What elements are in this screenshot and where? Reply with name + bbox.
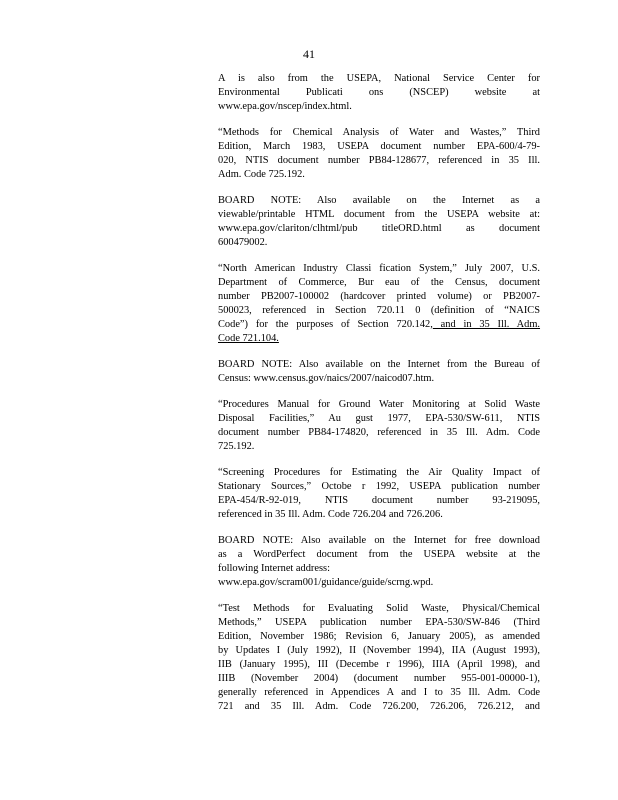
text-line: www.epa.gov/clariton/clhtml/pub titleORD.html as document <box>218 223 540 234</box>
paragraph-board-note-clariton <box>218 194 540 250</box>
text-line: A is also from the USEPA, National Service Center for <box>218 73 540 84</box>
text-line: Department of Commerce, Bur eau of the Census, document <box>218 277 540 288</box>
paragraph-naics <box>218 262 540 346</box>
text-line: 725.192. <box>218 441 255 452</box>
paragraph-screening <box>218 466 540 522</box>
text-line: “Test Methods for Evaluating Solid Waste, Physical/Chemical <box>218 603 540 614</box>
paragraph-nscep <box>218 72 540 114</box>
text-line: Environmental Publicati ons (NSCEP) website at <box>218 87 540 98</box>
text-line: Edition, March 1983, USEPA document number EPA-600/4-79- <box>218 141 540 152</box>
text-line: referenced in 35 Ill. Adm. Code 726.204 and 726.206. <box>218 509 443 520</box>
text-line: 600479002. <box>218 237 268 248</box>
text-line: number PB2007-100002 (hardcover printed volume) or PB2007- <box>218 291 540 302</box>
text-line: Adm. Code 725.192. <box>218 169 305 180</box>
paragraph-board-note-census <box>218 358 540 386</box>
text-line: generally referenced in Appendices A and I to 35 Ill. Adm. Code <box>218 687 540 698</box>
page-number: 41 <box>303 47 315 61</box>
text-line: “Screening Procedures for Estimating the Air Quality Impact of <box>218 467 540 478</box>
text-line: BOARD NOTE: Also available on the Internet for free download <box>218 535 540 546</box>
text-line: 500023, referenced in Section 720.11 0 (definition of “NAICS <box>218 305 540 316</box>
paragraph-methods-water <box>218 126 540 182</box>
underlined-amendment: and in 35 Ill. Adm. <box>432 319 541 330</box>
text-line: 721 and 35 Ill. Adm. Code 726.200, 726.206, 726.212, and <box>218 701 540 712</box>
text-line: document number PB84-174820, referenced in 35 Ill. Adm. Code <box>218 427 540 438</box>
text-line: viewable/printable HTML document from the USEPA website at: <box>218 209 540 220</box>
text-line: www.epa.gov/scram001/guidance/guide/scrng.wpd. <box>218 577 434 588</box>
text-line: EPA-454/R-92-019, NTIS document number 93-219095, <box>218 495 540 506</box>
text-line: IIB (January 1995), III (Decembe r 1996), IIIA (April 1998), and <box>218 659 540 670</box>
text-line: BOARD NOTE: Also available on the Internet from the Bureau of <box>218 359 540 370</box>
text-line: by Updates I (July 1992), II (November 1994), IIA (August 1993), <box>218 645 540 656</box>
text-line: “Procedures Manual for Ground Water Monitoring at Solid Waste <box>218 399 540 410</box>
text-line: Edition, November 1986; Revision 6, January 2005), as amended <box>218 631 540 642</box>
text-line: following Internet address: <box>218 563 330 574</box>
text-line: “Methods for Chemical Analysis of Water and Wastes,” Third <box>218 127 540 138</box>
text-line: Census: www.census.gov/naics/2007/naicod07.htm. <box>218 373 435 384</box>
document-body <box>218 72 540 726</box>
paragraph-test-methods <box>218 602 540 714</box>
text-line: Methods,” USEPA publication number EPA-530/SW-846 (Third <box>218 617 540 628</box>
text-line: as a WordPerfect document from the USEPA website at the <box>218 549 540 560</box>
text-segment: Code”) for the purposes of Section 720.142, <box>218 319 433 330</box>
text-line: 020, NTIS document number PB84-128677, referenced in 35 Ill. <box>218 155 540 166</box>
text-line: IIIB (November 2004) (document number 955-001-00000-1), <box>218 673 540 684</box>
text-line: BOARD NOTE: Also available on the Internet as a <box>218 195 540 206</box>
underlined-amendment-line: Code 721.104. <box>218 333 279 344</box>
paragraph-ground-water <box>218 398 540 454</box>
text-line: www.epa.gov/nscep/index.html. <box>218 101 352 112</box>
text-line-with-amendment <box>218 318 540 332</box>
paragraph-board-note-scram <box>218 534 540 590</box>
text-line: Disposal Facilities,” Au gust 1977, EPA-530/SW-611, NTIS <box>218 413 540 424</box>
text-line: “North American Industry Classi fication System,” July 2007, U.S. <box>218 263 540 274</box>
text-line: Stationary Sources,” Octobe r 1992, USEPA publication number <box>218 481 540 492</box>
